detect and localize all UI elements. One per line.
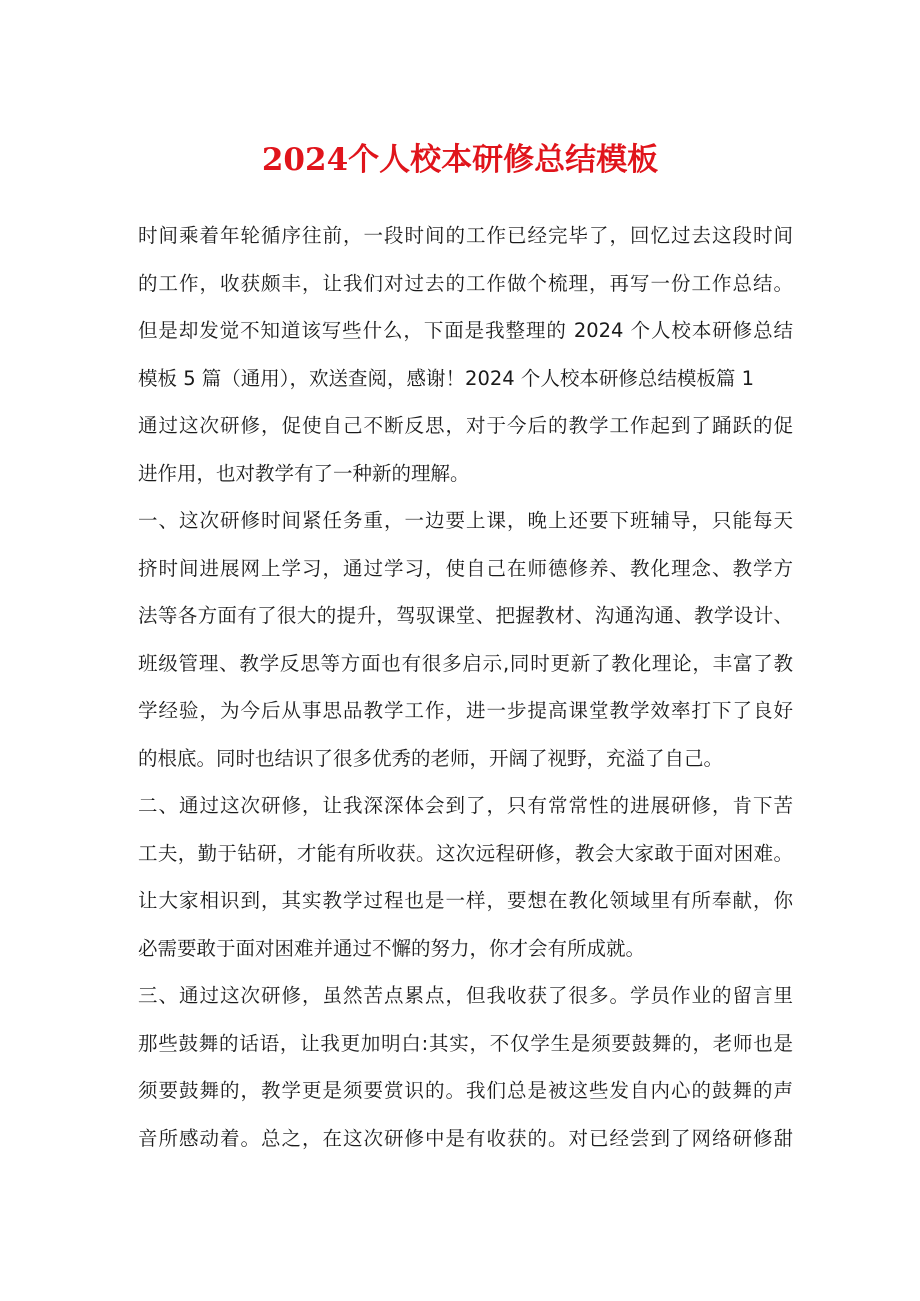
- document-title: 2024个人校本研修总结模板: [261, 142, 659, 178]
- body-line: 工夫，勤于钻研，才能有所收获。这次远程研修，教会大家敢于面对困难。: [138, 841, 793, 865]
- body-line: 班级管理、教学反思等方面也有很多启示,同时更新了教化理论，丰富了教: [138, 651, 793, 675]
- body-line: 三、通过这次研修，虽然苦点累点，但我收获了很多。学员作业的留言里: [138, 984, 793, 1007]
- body-line: 一、这次研修时间紧任务重，一边要上课，晚上还要下班辅导，只能每天: [138, 509, 793, 532]
- body-line: 须要鼓舞的，教学更是须要赏识的。我们总是被这些发自内心的鼓舞的声: [138, 1079, 793, 1102]
- body-line: 必需要敢于面对困难并通过不懈的努力，你才会有所成就。: [138, 936, 646, 960]
- body-line: 学经验，为今后从事思品教学工作，进一步提高课堂教学效率打下了良好: [138, 699, 793, 722]
- body-line: 但是却发觉不知道该写些什么，下面是我整理的 2024 个人校本研修总结: [138, 319, 793, 342]
- body-line: 让大家相识到，其实教学过程也是一样，要想在教化领域里有所奉献，你: [138, 889, 793, 912]
- body-line: 进作用，也对教学有了一种新的理解。: [138, 461, 470, 485]
- body-line: 法等各方面有了很大的提升，驾驭课堂、把握教材、沟通沟通、教学设计、: [138, 604, 793, 627]
- body-line: 时间乘着年轮循序往前，一段时间的工作已经完毕了，回忆过去这段时间: [138, 224, 793, 247]
- body-line: 挤时间进展网上学习，通过学习，使自己在师德修养、教化理念、教学方: [138, 556, 793, 580]
- body-line: 的根底。同时也结识了很多优秀的老师，开阔了视野，充溢了自己。: [138, 746, 724, 770]
- document-body: [138, 212, 793, 1162]
- body-line: 音所感动着。总之，在这次研修中是有收获的。对已经尝到了网络研修甜: [138, 1126, 793, 1150]
- body-line: 模板 5 篇（通用），欢送查阅，感谢！2024 个人校本研修总结模板篇 1: [138, 366, 754, 390]
- body-line: 的工作，收获颇丰，让我们对过去的工作做个梳理，再写一份工作总结。: [138, 271, 793, 295]
- body-line: 通过这次研修，促使自己不断反思，对于今后的教学工作起到了踊跃的促: [138, 414, 793, 437]
- body-line: 二、通过这次研修，让我深深体会到了，只有常常性的进展研修，肯下苦: [138, 794, 793, 817]
- body-line: 那些鼓舞的话语，让我更加明白:其实，不仅学生是须要鼓舞的，老师也是: [138, 1031, 793, 1055]
